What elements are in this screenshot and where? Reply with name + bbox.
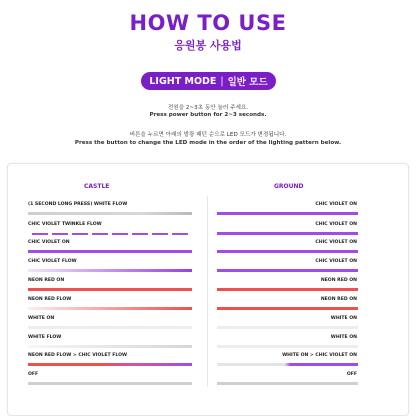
instruction-line: 전원을 2~3초 동안 눌러 주세요. — [167, 105, 249, 111]
ground-row-bar-violet — [217, 250, 358, 253]
castle-row-bar-white-flow — [28, 212, 192, 215]
ground-row-label: WHITE ON > CHIC VIOLET ON — [282, 353, 357, 358]
ground-column-title: GROUND — [274, 183, 304, 190]
mode-badge-separator: | — [220, 75, 224, 87]
castle-row-label: WHITE FLOW — [28, 335, 62, 340]
ground-row-label: CHIC VIOLET ON — [315, 259, 357, 264]
castle-row-label: CHIC VIOLET FLOW — [28, 259, 77, 264]
ground-row-bar-violet — [217, 232, 358, 235]
castle-row-bar-red-flow — [28, 307, 192, 310]
ground-row-label: OFF — [346, 372, 357, 377]
castle-column-title: CASTLE — [84, 183, 110, 190]
ground-row-bar-violet — [217, 269, 358, 272]
mode-badge-secondary: 일반 모드 — [227, 77, 268, 88]
castle-row-label: NEON RED FLOW > CHIC VIOLET FLOW — [28, 353, 128, 358]
castle-row-label: NEON RED FLOW — [28, 297, 72, 302]
castle-row-bar-white-flow — [28, 345, 192, 348]
mode-badge-primary: LIGHT MODE — [149, 75, 217, 87]
castle-row-label: (1 SECOND LONG PRESS) WHITE FLOW — [28, 202, 128, 207]
ground-row-label: CHIC VIOLET ON — [315, 202, 357, 207]
castle-row-bar-red-to-violet — [28, 363, 192, 366]
ground-row-label: NEON RED ON — [320, 297, 357, 302]
ground-row-bar-white — [217, 345, 358, 348]
instruction-line: Press power button for 2~3 seconds. — [149, 112, 267, 118]
castle-row-bar-white-on — [28, 326, 192, 329]
instruction-line: 버튼을 누르면 아래의 발광 패턴 순으로 LED 모드가 변경됩니다. — [129, 132, 287, 138]
ground-row-bar-violet — [217, 212, 358, 215]
castle-row-label: CHIC VIOLET ON — [28, 240, 70, 245]
ground-row-bar-white — [217, 326, 358, 329]
castle-row-bar-red-on — [28, 288, 192, 291]
ground-row-bar-off — [217, 382, 358, 385]
castle-row-label: NEON RED ON — [28, 278, 65, 283]
page-subtitle: 응원봉 사용법 — [174, 39, 242, 52]
ground-row-bar-red — [217, 307, 358, 310]
ground-row-bar-white-to-violet — [217, 363, 358, 366]
light-mode-badge — [141, 72, 276, 90]
page-title: HOW TO USE — [129, 11, 287, 35]
castle-row-bar-violet-twinkle — [28, 233, 192, 235]
ground-row-bar-red — [217, 288, 358, 291]
instruction-line: Press the button to change the LED mode in the order of the lighting pattern below. — [74, 140, 342, 146]
ground-row-label: CHIC VIOLET ON — [315, 222, 357, 227]
castle-row-bar-violet-on — [28, 250, 192, 253]
ground-row-label: CHIC VIOLET ON — [315, 240, 357, 245]
column-divider — [207, 196, 208, 386]
ground-row-label: NEON RED ON — [320, 278, 357, 283]
castle-row-bar-violet-flow — [28, 269, 192, 272]
castle-row-bar-off — [28, 382, 192, 385]
ground-row-label: WHITE ON — [330, 316, 357, 321]
ground-row-label: WHITE ON — [330, 335, 357, 340]
castle-row-label: CHIC VIOLET TWINKLE FLOW — [28, 222, 102, 227]
castle-row-label: WHITE ON — [28, 316, 55, 321]
castle-row-label: OFF — [28, 372, 39, 377]
